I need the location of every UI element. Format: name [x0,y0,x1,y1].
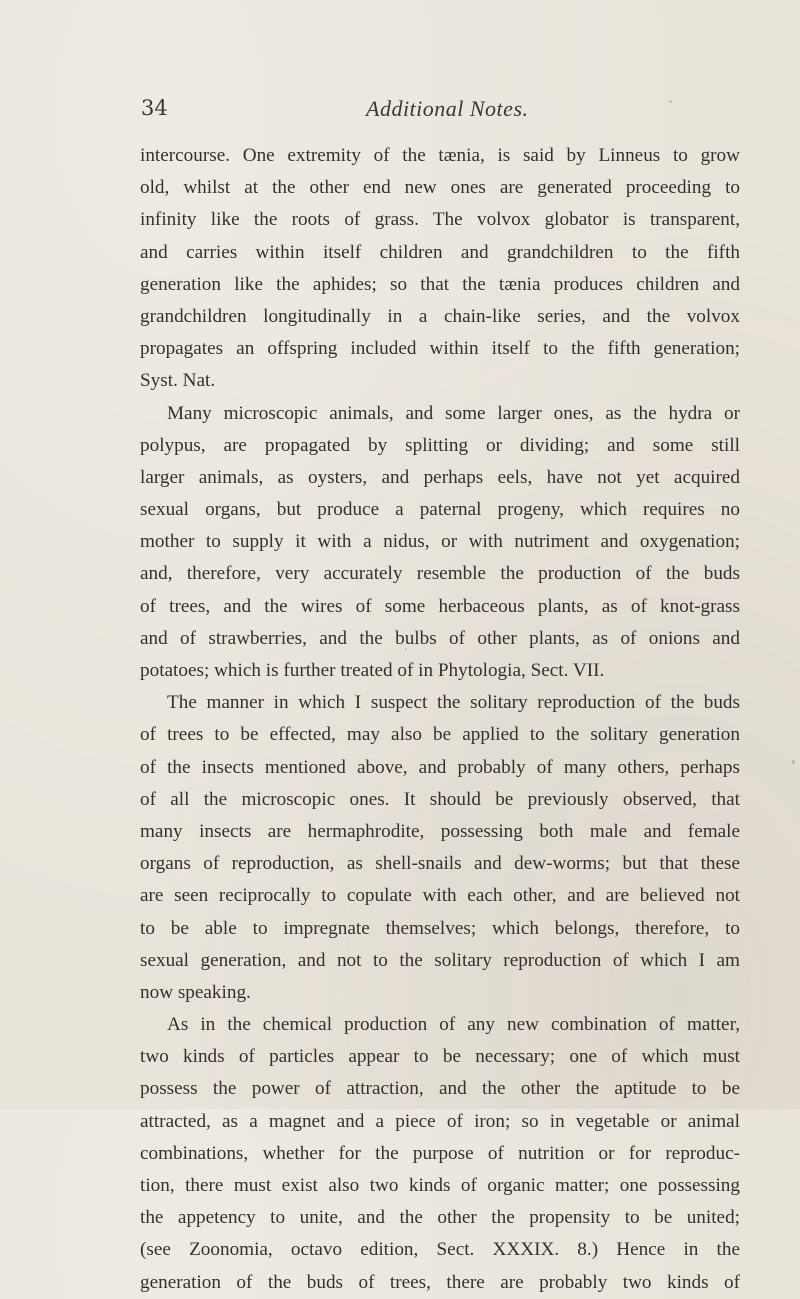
text-line: sexual generation, and not to the solitary reproduction of which I am [140,949,740,971]
paper-speck [405,648,407,650]
text-line: old, whilst at the other end new ones are generated proceeding to [140,177,740,199]
text-line: intercourse. One extremity of the tænia, is said by Linneus to grow [140,145,740,166]
text-line: sexual organs, but produce a paternal progeny, which requires no [140,499,740,521]
text-line: two kinds of particles appear to be necessary; one of which must [140,1046,740,1068]
text-line: generation of the buds of trees, there are probably two kinds of [140,1271,740,1293]
text-line: combinations, whether for the purpose of nutrition or for reproduc- [140,1142,740,1164]
text-line: of trees, and the wires of some herbaceous plants, as of knot-grass [140,595,740,617]
text-line: of trees to be effected, may also be applied to the solitary generation [140,724,740,746]
text-line: potatoes; which is further treated of in Phytologia, Sect. VII. [140,660,605,681]
paper-speck [792,760,795,764]
text-line: now speaking. [140,981,251,1003]
text-line: grandchildren longitudinally in a chain-like series, and the volvox [140,305,740,327]
text-line: (see Zoonomia, octavo edition, Sect. XXXIX. 8.) Hence in the [140,1239,740,1261]
text-line: larger animals, as oysters, and perhaps eels, have not yet acquired [140,466,740,488]
text-line: to be able to impregnate themselves; which belongs, therefore, to [140,917,740,939]
text-line: organs of reproduction, as shell-snails and dew-worms; but that these [140,853,740,875]
text-line: infinity like the roots of grass. The volvox globator is transparent, [140,209,740,231]
text-line: the appetency to unite, and the other the propensity to be united; [140,1207,740,1229]
running-title: Additional Notes. [366,96,529,121]
text-line: of the insects mentioned above, and probably of many others, perhaps [140,756,740,778]
text-line: tion, there must exist also two kinds of organic matter; one possessing [140,1175,740,1196]
text-line: attracted, as a magnet and a piece of iron; so in vegetable or animal [140,1110,740,1132]
text-line: and of strawberries, and the bulbs of other plants, as of onions and [140,627,740,649]
text-line: The manner in which I suspect the solitary reproduction of the buds [167,692,740,714]
text-line: are seen reciprocally to copulate with each other, and are believed not [140,885,740,907]
text-line: of all the microscopic ones. It should be previously observed, that [140,788,740,810]
text-line: As in the chemical production of any new combination of matter, [167,1014,740,1036]
text-line: Many microscopic animals, and some larger ones, as the hydra or [167,402,740,424]
body-text [140,140,740,1299]
text-line: polypus, are propagated by splitting or dividing; and some still [140,434,740,456]
text-line: and carries within itself children and grandchildren to the fifth [140,241,740,263]
text-line: Syst. Nat. [140,370,216,392]
text-line: generation like the aphides; so that the tænia produces children and [140,273,740,295]
running-head [0,96,800,132]
text-line: possess the power of attraction, and the other the aptitude to be [140,1078,740,1100]
paper-speck [669,100,672,103]
text-line: mother to supply it with a nidus, or with nutriment and oxygenation; [140,531,740,553]
text-line: propagates an offspring included within itself to the fifth generation; [140,338,740,360]
text-line: and, therefore, very accurately resemble the production of the buds [140,563,740,585]
page-number: 34 [141,96,168,120]
text-line: many insects are hermaphrodite, possessing both male and female [140,820,740,842]
